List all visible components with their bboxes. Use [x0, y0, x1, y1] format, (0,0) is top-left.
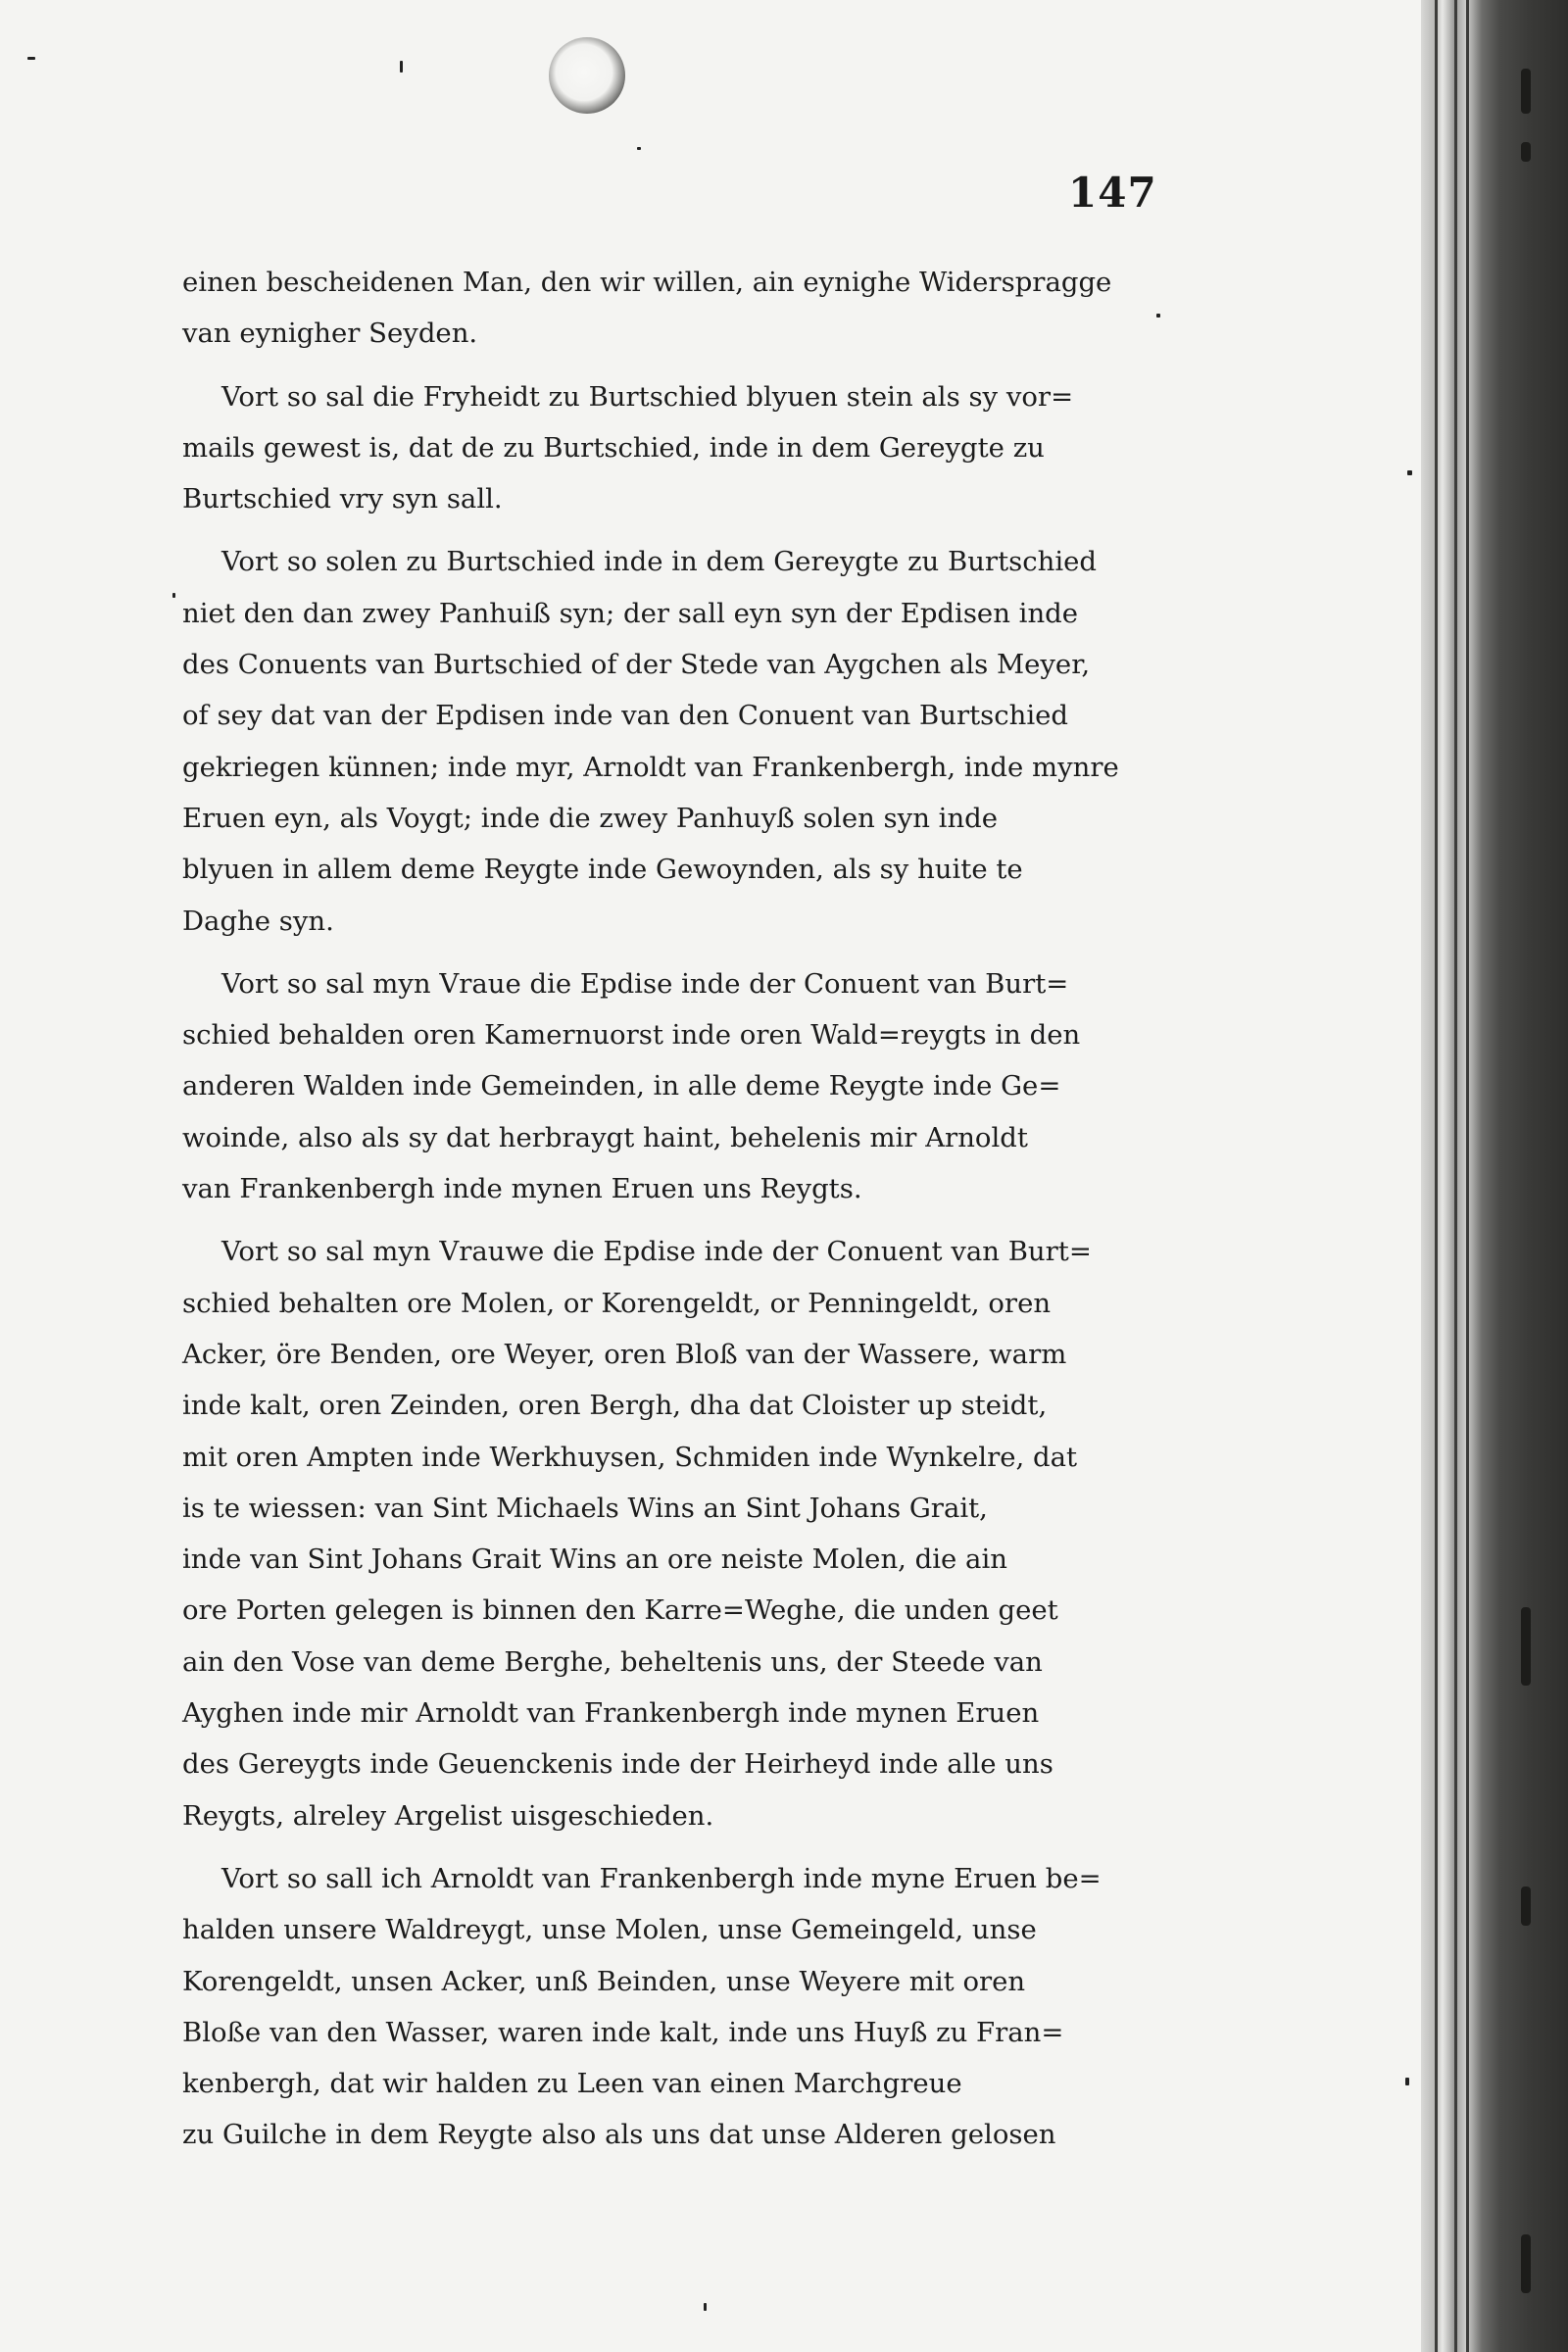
binding-notch: [1521, 1607, 1531, 1686]
scan-speck: [1407, 470, 1412, 475]
page-number: 147: [1068, 169, 1157, 217]
binding-line: [1466, 0, 1469, 2352]
punch-hole: [549, 37, 625, 114]
paragraph: Vort so sall ich Arnoldt van Frankenbergh inde myne Eruen be= halden unsere Waldreygt, unse Molen, unse Gemeingeld, unse Korengeldt, unsen Acker, unß Beinden, unse Weyere mit oren Bloße van den Wasser, waren inde kalt, inde uns Huyß zu Fran= kenbergh, dat wir halden zu Leen van einen Marchgreue zu Guilche in dem Reygte also als uns dat unse Alderen gelosen: [182, 1862, 1102, 2151]
binding-notch: [1521, 1886, 1531, 1926]
scan-speck: [1405, 2078, 1409, 2085]
paragraph: Vort so sal myn Vrauwe die Epdise inde der Conuent van Burt= schied behalten ore Molen, or Korengeldt, or Penningeldt, oren Acker, öre Benden, ore Weyer, oren Bloß van der Wassere, warm inde kalt, oren Zeinden, oren Bergh, dha dat Cloister up steidt, mit oren Ampten inde Werkhuysen, Schmiden inde Wynkelre, dat is te wiessen: van Sint Michaels Wins an Sint Johans Grait, inde van Sint Johans Grait Wins an ore neiste Molen, die ain ore Porten gelegen is binnen den Karre=Weghe, die unden geet ain den Vose van deme Berghe, beheltenis uns, der Steede van Ayghen inde mir Arnoldt van Frankenbergh inde mynen Eruen des Gereygts inde Geuenckenis inde der Heirheyd inde alle uns Reygts, alreley Argelist uisgeschieden.: [182, 1236, 1092, 1832]
binding-notch: [1521, 2234, 1531, 2293]
scan-speck: [172, 593, 175, 598]
body-text: [182, 257, 1190, 2161]
binding-notch: [1521, 142, 1531, 162]
paragraph: einen bescheidenen Man, den wir willen, ain eynighe Widerspragge van eynigher Seyden.: [182, 267, 1112, 350]
binding-line: [1435, 0, 1438, 2352]
book-binding-edge: [1421, 0, 1568, 2352]
binding-line: [1454, 0, 1457, 2352]
paragraph: Vort so sal myn Vraue die Epdise inde der Conuent van Burt= schied behalden oren Kamernuorst inde oren Wald=reygts in den anderen Walden inde Gemeinden, in alle deme Reygte inde Ge= woinde, also als sy dat herbraygt haint, behelenis mir Arnoldt van Frankenbergh inde mynen Eruen uns Reygts.: [182, 967, 1081, 1205]
scan-speck: [704, 2303, 707, 2311]
scan-speck: [27, 57, 35, 60]
paragraph: Vort so sal die Fryheidt zu Burtschied blyuen stein als sy vor= mails gewest is, dat de zu Burtschied, inde in dem Gereygte zu Burtschied vry syn sall.: [182, 380, 1074, 515]
binding-notch: [1521, 69, 1531, 114]
scan-speck: [400, 61, 403, 73]
paragraph: Vort so solen zu Burtschied inde in dem Gereygte zu Burtschied niet den dan zwey Panhuiß syn; der sall eyn syn der Epdisen inde des Conuents van Burtschied of der Stede van Aygchen als Meyer, of sey dat van der Epdisen inde van den Conuent van Burtschied gekriegen künnen; inde myr, Arnoldt van Frankenbergh, inde mynre Eruen eyn, als Voygt; inde die zwey Panhuyß solen syn inde blyuen in allem deme Reygte inde Gewoynden, als sy huite te Daghe syn.: [182, 546, 1119, 937]
scan-speck: [637, 147, 641, 150]
